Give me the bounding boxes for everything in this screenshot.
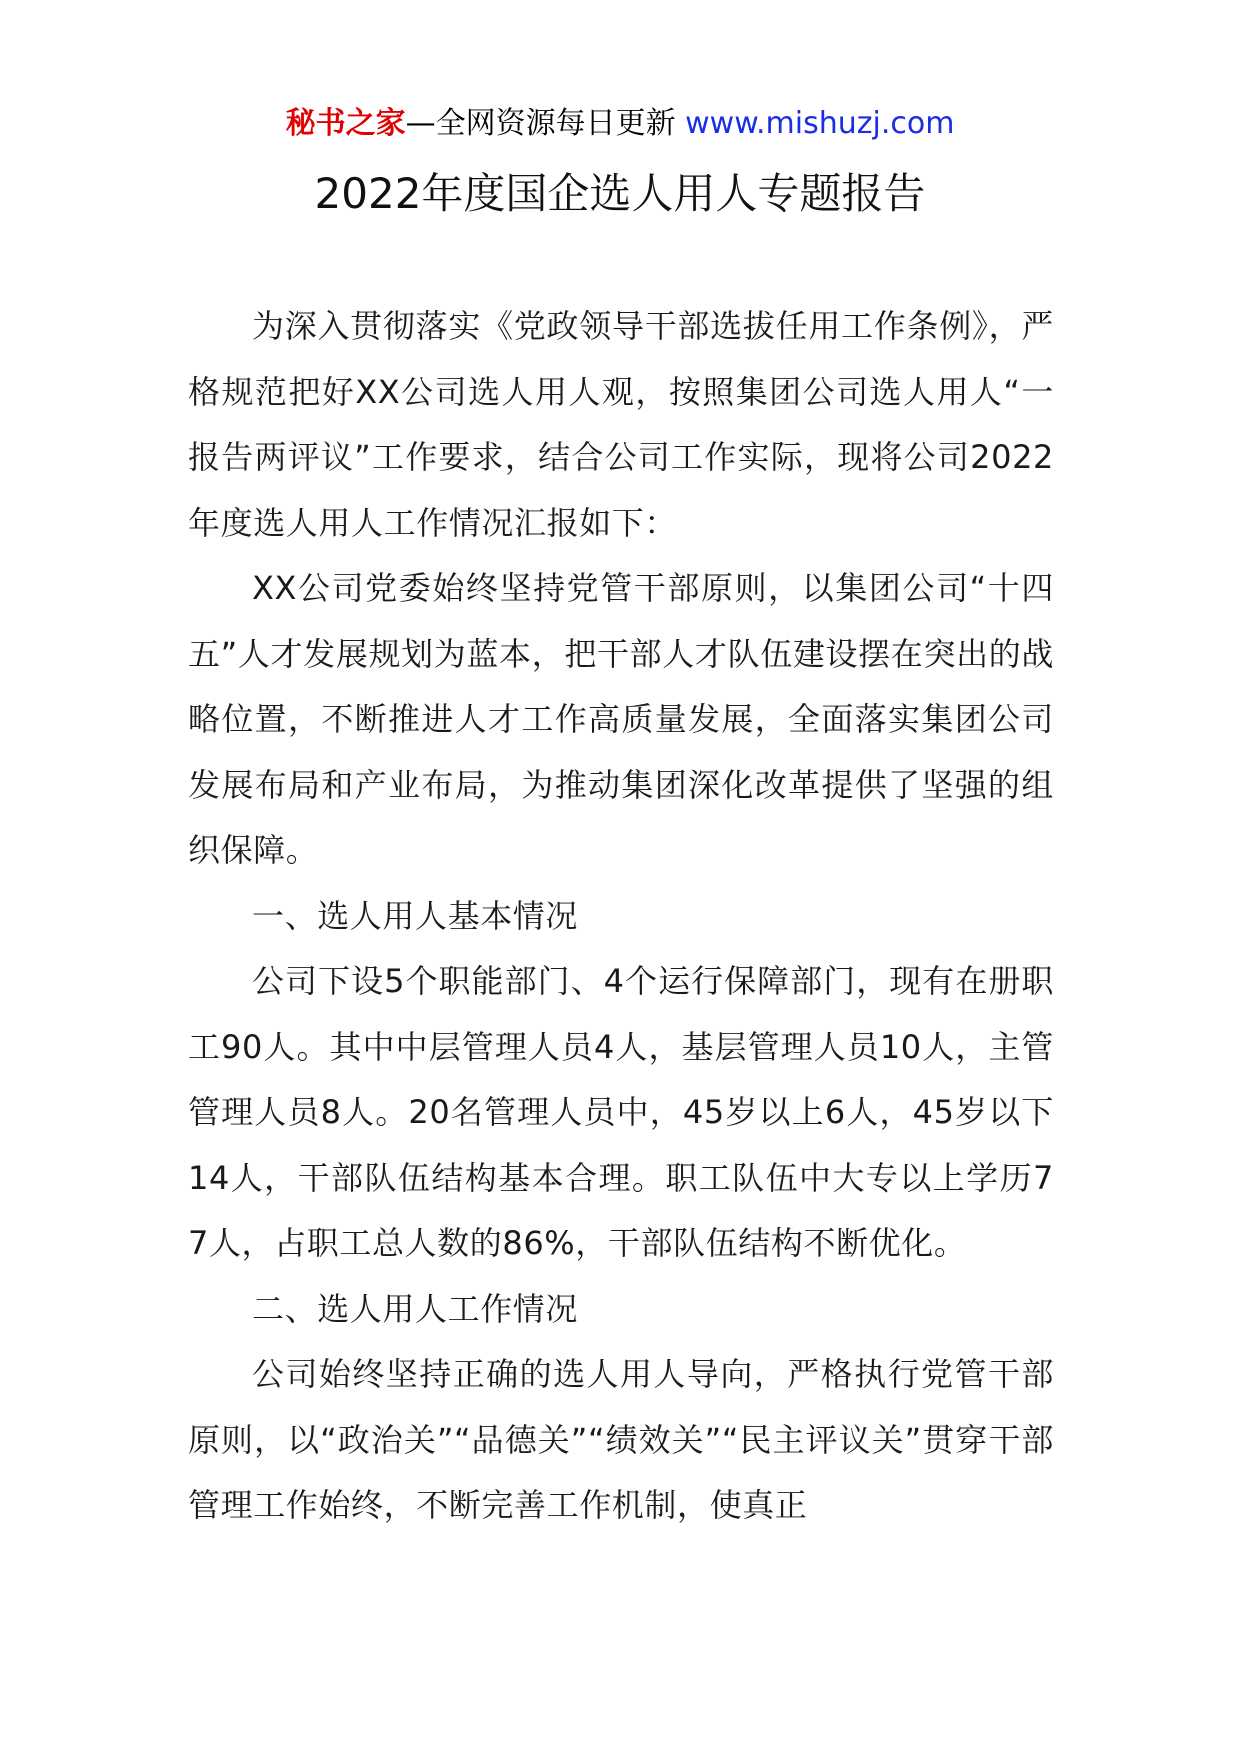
header-tagline: —全网资源每日更新 <box>405 106 676 141</box>
brand-name: 秘书之家 <box>285 106 406 141</box>
site-header <box>0 104 1240 144</box>
section-2-heading: 二、选人用人工作情况 <box>252 1289 579 1328</box>
document-title: 2022年度国企选人用人专题报告 <box>314 169 926 218</box>
section-2-paragraph: 公司始终坚持正确的选人用人导向，严格执行党管干部原则，以“政治关”“品德关”“绩效关”“民主评议关”贯穿干部管理工作始终，不断完善工作机制，使真正 <box>188 1355 1054 1524</box>
section-1-heading: 一、选人用人基本情况 <box>252 896 579 935</box>
section-1-paragraph: 公司下设5个职能部门、4个运行保障部门，现有在册职工90人。其中中层管理人员4人，基层管理人员10人，主管管理人员8人。20名管理人员中，45岁以上6人，45岁以下14人，干部队伍结构基本合理。职工队伍中大专以上学历77人，占职工总人数的86%，干部队伍结构不断优化。 <box>188 962 1054 1262</box>
overview-paragraph: XX公司党委始终坚持党管干部原则，以集团公司“十四五”人才发展规划为蓝本，把干部人才队伍建设摆在突出的战略位置，不断推进人才工作高质量发展，全面落实集团公司发展布局和产业布局，为推动集团深化改革提供了坚强的组织保障。 <box>188 569 1054 869</box>
site-url-link[interactable]: www.mishuzj.com <box>685 106 955 141</box>
document-body <box>188 294 1054 1539</box>
intro-paragraph: 为深入贯彻落实《党政领导干部选拔任用工作条例》，严格规范把好XX公司选人用人观，按照集团公司选人用人“一报告两评议”工作要求，结合公司工作实际，现将公司2022年度选人用人工作情况汇报如下： <box>188 307 1054 542</box>
